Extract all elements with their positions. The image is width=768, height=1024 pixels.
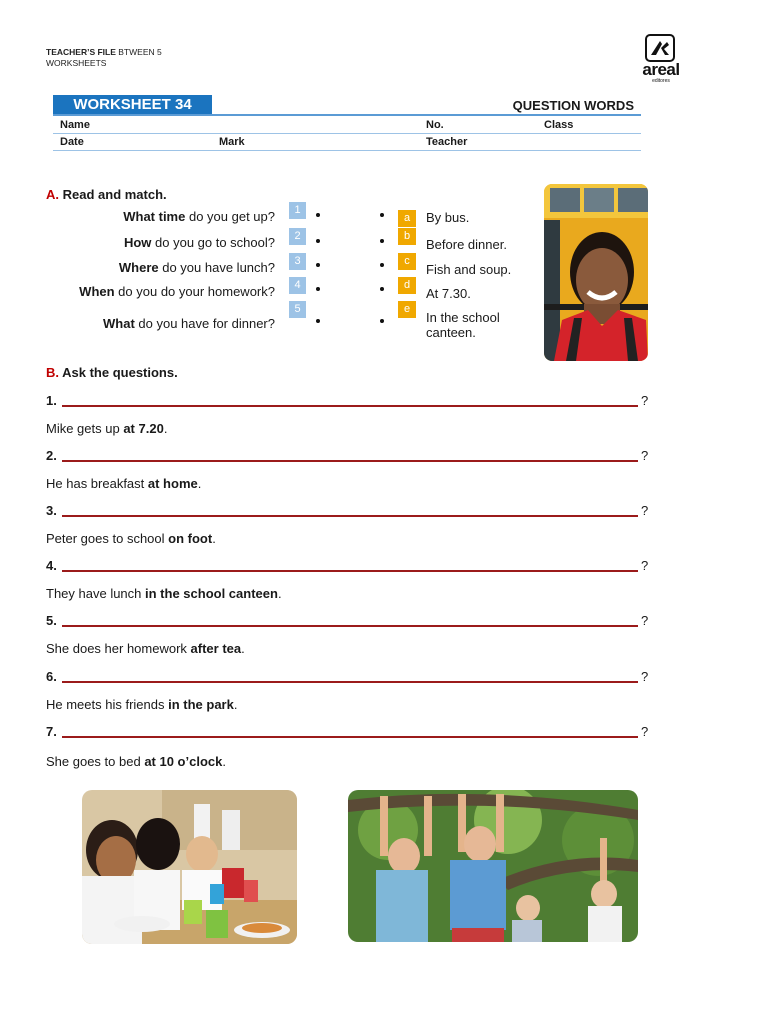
answer-match-dot[interactable]	[380, 213, 384, 217]
answer-line[interactable]	[62, 681, 638, 683]
children-park-photo	[348, 790, 638, 942]
question-number: 6.	[46, 669, 57, 684]
question-mark: ?	[641, 724, 649, 739]
answer-statement: She does her homework after tea.	[46, 641, 245, 656]
question-number-5: 5	[289, 301, 306, 318]
header-line-2: WORKSHEETS	[46, 58, 107, 68]
question-number: 7.	[46, 724, 57, 739]
match-question-5: What do you have for dinner?	[103, 316, 275, 331]
answer-match-dot[interactable]	[380, 319, 384, 323]
class-field-label: Class	[544, 119, 574, 131]
logo-wordmark: areal	[642, 60, 680, 79]
grading-info-row	[53, 133, 641, 151]
question-match-dot[interactable]	[316, 263, 320, 267]
answer-letter-e: e	[398, 301, 416, 318]
answer-statement: They have lunch in the school canteen.	[46, 586, 282, 601]
section-b-heading: B. Ask the questions.	[46, 365, 178, 380]
answer-statement: He meets his friends in the park.	[46, 697, 238, 712]
question-number: 4.	[46, 558, 57, 573]
mark-field-label: Mark	[219, 136, 245, 148]
match-question-3: Where do you have lunch?	[118, 260, 275, 275]
logo-subtitle: editores	[652, 78, 670, 84]
question-number: 2.	[46, 448, 57, 463]
publisher-header	[46, 47, 162, 69]
answer-statement: Mike gets up at 7.20.	[46, 421, 168, 436]
question-mark: ?	[641, 613, 649, 628]
answer-match-dot[interactable]	[380, 263, 384, 267]
worksheet-topic: QUESTION WORDS	[512, 98, 634, 113]
question-mark: ?	[641, 669, 649, 684]
answer-line[interactable]	[62, 570, 638, 572]
question-number-3: 3	[289, 253, 306, 270]
logo-mark-icon	[645, 34, 675, 62]
boy-photo	[544, 184, 648, 361]
match-answer-b: Before dinner.	[426, 237, 507, 252]
question-mark: ?	[641, 558, 649, 573]
answer-match-dot[interactable]	[380, 287, 384, 291]
answer-match-dot[interactable]	[380, 239, 384, 243]
teacher-field-label: Teacher	[426, 136, 468, 148]
match-answer-a: By bus.	[426, 210, 470, 225]
worksheet-number-tab: WORKSHEET 34	[53, 95, 212, 115]
number-field-label: No.	[426, 119, 444, 131]
match-question-1: What time do you get up?	[123, 209, 275, 224]
answer-letter-d: d	[398, 277, 416, 294]
question-match-dot[interactable]	[316, 239, 320, 243]
areal-logo	[630, 34, 692, 84]
question-match-dot[interactable]	[316, 319, 320, 323]
question-match-dot[interactable]	[316, 213, 320, 217]
school-lunch-photo	[82, 790, 297, 944]
answer-letter-b: b	[398, 228, 416, 245]
header-line-1: TEACHER’S FILE BTWEEN 5	[46, 47, 162, 57]
answer-statement: She goes to bed at 10 o’clock.	[46, 754, 226, 769]
match-answer-e: In the school canteen.	[426, 310, 500, 340]
answer-line[interactable]	[62, 625, 638, 627]
question-mark: ?	[641, 393, 649, 408]
answer-statement: He has breakfast at home.	[46, 476, 202, 491]
match-question-4: When do you do your homework?	[79, 284, 275, 299]
match-question-2: How do you go to school?	[123, 235, 275, 250]
match-answer-c: Fish and soup.	[426, 262, 512, 277]
question-mark: ?	[641, 503, 649, 518]
question-number-1: 1	[289, 202, 306, 219]
question-mark: ?	[641, 448, 649, 463]
question-number-2: 2	[289, 228, 306, 245]
name-field-label: Name	[60, 119, 90, 131]
answer-line[interactable]	[62, 460, 638, 462]
answer-statement: Peter goes to school on foot.	[46, 531, 216, 546]
question-match-dot[interactable]	[316, 287, 320, 291]
student-info-row	[53, 116, 641, 134]
answer-letter-c: c	[398, 253, 416, 270]
question-number: 3.	[46, 503, 57, 518]
match-answer-d: At 7.30.	[426, 286, 471, 301]
answer-letter-a: a	[398, 210, 416, 227]
question-number-4: 4	[289, 277, 306, 294]
answer-line[interactable]	[62, 515, 638, 517]
section-a-heading: A. Read and match.	[46, 187, 167, 202]
answer-line[interactable]	[62, 405, 638, 407]
answer-line[interactable]	[62, 736, 638, 738]
question-number: 5.	[46, 613, 57, 628]
question-number: 1.	[46, 393, 57, 408]
date-field-label: Date	[60, 136, 84, 148]
